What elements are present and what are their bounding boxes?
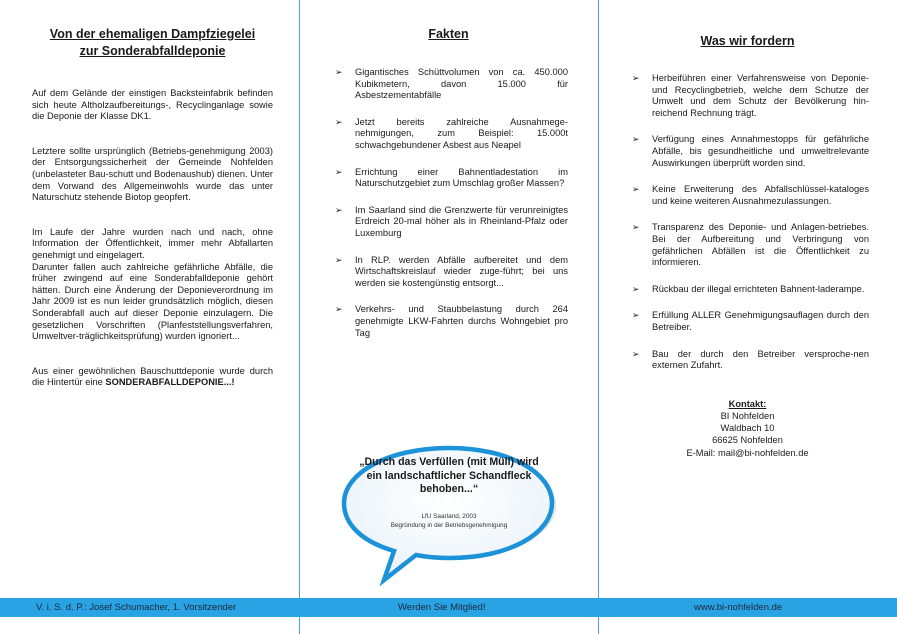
- demands-item-text: Herbeiführen einer Verfahrensweise von Deponie- und Recyclingbetrieb, welche dem Schutze der Umwelt und dem Schutz der Bevölkerung hin-reichend Rechnung trägt.: [652, 73, 869, 118]
- history-paragraph-5: [32, 366, 273, 389]
- facts-item: [329, 67, 568, 102]
- arrow-bullet-icon: ➢: [335, 166, 343, 177]
- demands-item-text: Verfügung eines Annahmestopps für gefährliche Abfälle, bis gesundheitliche und umweltrelevante Auswirkungen überprüft worden sind.: [652, 134, 869, 168]
- arrow-bullet-icon: ➢: [335, 254, 343, 265]
- history-paragraph-2: Letztere sollte ursprünglich (Betriebs-genehmigung 2003) der Entsorgungssicherheit der Gemeinde Nohfelden (unbelasteter Bau-schutt und Bodenaushub) dienen. Unter dem Vorwand des Allgemeinwohls wurde das unter Naturschutz stehende Biotop geopfert.: [32, 145, 273, 203]
- demands-heading: Was wir fordern: [700, 34, 795, 48]
- arrow-bullet-icon: ➢: [335, 304, 343, 315]
- facts-item-text: Errichtung einer Bahnentladestation im Naturschutzgebiet zum Umschlag großer Massen?: [355, 166, 568, 189]
- footer-membership-call: Werden Sie Mitglied!: [398, 602, 486, 613]
- history-heading-line1: Von der ehemaligen Dampfziegelei: [49, 27, 256, 41]
- facts-item-text: Gigantisches Schüttvolumen von ca. 450.000 Kubikmetern, davon 15.000 für Asbestzementabfälle: [355, 67, 568, 101]
- demands-item-text: Transparenz des Deponie- und Anlagen-betriebes. Bei der Aufbereitung und Verbringung von gefährlichen Abfällen ist die Öffentlichkeit zu informieren.: [652, 222, 869, 268]
- demands-list: [626, 73, 869, 372]
- column-history: [0, 0, 299, 595]
- facts-item-text: In RLP. werden Abfälle aufbereitet und dem Wirtschaftskreislauf wieder zuge-führt; bei uns werden sie kostengünstig entsorgt...: [355, 254, 568, 288]
- contact-city: 66625 Nohfelden: [712, 435, 783, 446]
- contact-block: [626, 398, 869, 459]
- history-paragraph-3: Im Laufe der Jahre wurden nach und nach, ohne Information der Öffentlichkeit, immer mehr Abfallarten genehmigt und eingelagert.: [32, 226, 273, 260]
- arrow-bullet-icon: ➢: [335, 67, 343, 77]
- demands-item: [626, 349, 869, 372]
- arrow-bullet-icon: ➢: [632, 184, 640, 195]
- facts-list: [329, 67, 568, 339]
- history-paragraph-4: Darunter fallen auch zahlreiche gefährliche Abfälle, die früher zwingend auf eine Sonderabfalldeponie gehört hätten. Durch eine Änderung der Deponieverordnung im Jahr 2009 ist es nun leider grundsätzlich möglich, diesen Sonderabfall auch auf dieser Deponie einzulagern. Die gesetzlichen Vorschriften (Planfeststellungsverfahren, Umweltver-träglichkeitsprüfung) wurden ignoriert...: [32, 261, 273, 342]
- demands-item-text: Bau der durch den Betreiber versproche-nen externen Zufahrt.: [652, 348, 869, 371]
- arrow-bullet-icon: ➢: [632, 310, 640, 321]
- demands-item: [626, 310, 869, 333]
- demands-item: [626, 73, 869, 119]
- history-conclusion-emphasis: SONDERABFALLDEPONIE...!: [105, 377, 235, 388]
- history-heading-line2: zur Sonderabfalldeponie: [79, 44, 226, 58]
- facts-item-text: Verkehrs- und Staubbelastung durch 264 genehmigte LKW-Fahrten durchs Wohngebiet pro Tag: [355, 304, 568, 338]
- footer-website-link[interactable]: www.bi-nohfelden.de: [694, 602, 783, 613]
- demands-item-text: Keine Erweiterung des Abfallschlüssel-kataloges und keine weiteren Ausnahmezulassungen.: [652, 184, 869, 206]
- facts-item-text: Jetzt bereits zahlreiche Ausnahmege-nehmigungen, zum Beispiel: 15.000t schwachgebundener Asbest aus Neapel: [355, 116, 568, 150]
- demands-item: [626, 184, 869, 207]
- bubble-quote: „Durch das Verfüllen (mit Müll) wird ein landschaftlicher Schandfleck behoben...“: [359, 456, 539, 496]
- demands-item: [626, 134, 869, 169]
- history-paragraph-1: Auf dem Gelände der einstigen Backsteinfabrik befinden sich heute Altholzaufbereitungs-, Recyclinganlage sowie die Deponie der Klasse DK1.: [32, 88, 273, 122]
- arrow-bullet-icon: ➢: [335, 116, 343, 127]
- facts-item: [329, 205, 568, 240]
- arrow-bullet-icon: ➢: [632, 348, 640, 359]
- contact-organization: BI Nohfelden: [720, 410, 775, 421]
- demands-item: [626, 222, 869, 268]
- facts-item-text: Im Saarland sind die Grenzwerte für verunreinigtes Erdreich 20-mal höher als in Rheinland-Pfalz oder Luxemburg: [355, 204, 568, 238]
- arrow-bullet-icon: ➢: [335, 204, 343, 215]
- arrow-bullet-icon: ➢: [632, 222, 640, 233]
- demands-item-text: Rückbau der illegal errichteten Bahnent-laderampe.: [652, 283, 865, 294]
- arrow-bullet-icon: ➢: [632, 134, 640, 145]
- footer-responsible: V. i. S. d. P.: Josef Schumacher, 1. Vorsitzender: [36, 602, 237, 613]
- bubble-source-line2: Begründung in der Betriebsgenehmigung: [390, 522, 508, 529]
- footer-bar: [0, 598, 897, 617]
- history-heading: [32, 26, 273, 60]
- facts-item: [329, 167, 568, 190]
- arrow-bullet-icon: ➢: [632, 283, 640, 294]
- bubble-source: [358, 512, 540, 530]
- arrow-bullet-icon: ➢: [632, 73, 640, 83]
- column-demands: [598, 0, 897, 595]
- demands-item: [626, 284, 869, 296]
- facts-item: [329, 304, 568, 339]
- contact-email[interactable]: E-Mail: mail@bi-nohfelden.de: [686, 447, 809, 458]
- bubble-source-line1: LfU Saarland, 2003: [421, 513, 477, 520]
- history-conclusion-text: Aus einer gewöhnlichen Bauschuttdeponie wurde durch die Hintertür eine: [32, 365, 273, 388]
- facts-heading: Fakten: [428, 27, 469, 41]
- contact-street: Waldbach 10: [720, 423, 775, 434]
- demands-item-text: Erfüllung ALLER Genehmigungsauflagen durch den Betreiber.: [652, 310, 869, 332]
- facts-item: [329, 117, 568, 152]
- contact-title: Kontakt:: [728, 398, 767, 409]
- facts-item: [329, 255, 568, 290]
- quote-speech-bubble: [338, 440, 560, 590]
